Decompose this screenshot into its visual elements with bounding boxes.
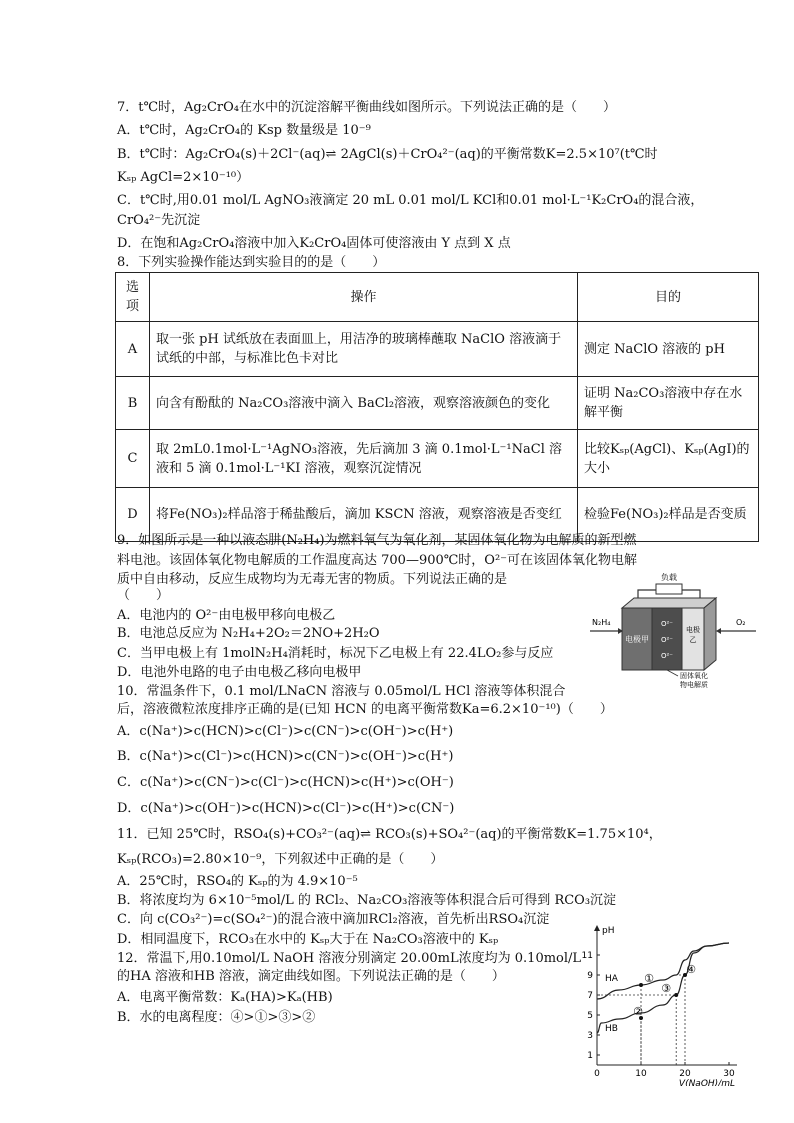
- q10-option-a: A．c(Na⁺)>c(HCN)>c(Cl⁻)>c(CN⁻)>c(OH⁻)>c(H⁺): [117, 724, 454, 739]
- x-tick-label: 30: [723, 1069, 735, 1079]
- x-tick-label: 20: [679, 1069, 691, 1079]
- q7-option-b-line1: B．t℃时：Ag₂CrO₄(s)＋2Cl⁻(aq)⇌ 2AgCl(s)＋CrO₄²⁻(aq)的平衡常数K=2.5×10⁷(t℃时: [117, 147, 658, 162]
- data-point: [674, 993, 678, 997]
- q9-stem-line1: 9．如图所示是一种以液态肼(N₂H₄)为燃料氧气为氧化剂，某固体氧化物为电解质的新型燃: [117, 533, 637, 548]
- q11-option-c: C．向 c(CO₃²⁻)=c(SO₄²⁻)的混合液中滴加RCl₂溶液，首先析出RSO₄沉淀: [117, 912, 550, 927]
- header-operation: 操作: [150, 273, 578, 322]
- y-tick-label: 11: [581, 951, 593, 961]
- header-option: 选项: [116, 273, 150, 322]
- q11-stem-line1: 11．已知 25℃时，RSO₄(s)+CO₃²⁻(aq)⇌ RCO₃(s)+SO₄²⁻(aq)的平衡常数K=1.75×10⁴，: [117, 827, 662, 842]
- q11-stem-line2: Kₛₚ(RCO₃)=2.80×10⁻⁹，下列叙述中正确的是（ ）: [117, 852, 444, 867]
- o2-inlet-label: O₂: [736, 618, 746, 627]
- data-point-label: ②: [633, 1005, 643, 1018]
- q12-stem-line2: 的HA 溶液和HB 溶液，滴定曲线如图。下列说法正确的是（ ）: [117, 969, 505, 984]
- row-goal: 测定 NaClO 溶液的 pH: [578, 322, 759, 377]
- q8-table: [115, 272, 759, 542]
- q11-option-d: D．相同温度下，RCO₃在水中的 Kₛₚ大于在 Na₂CO₃溶液中的 Kₛₚ: [117, 932, 499, 947]
- q9-option-b: B．电池总反应为 N₂H₄+2O₂＝2NO+2H₂O: [117, 626, 380, 641]
- q7-option-d: D．在饱和Ag₂CrO₄溶液中加入K₂CrO₄固体可使溶液由 Y 点到 X 点: [117, 236, 511, 251]
- data-point-label: ①: [644, 972, 654, 985]
- row-goal: 比较Kₛₚ(AgCl)、Kₛₚ(AgI)的大小: [578, 430, 759, 488]
- q12-option-b: B．水的电离程度：④>①>③>②: [117, 1010, 316, 1025]
- q7-option-c-line1: C．t℃时,用0.01 mol/L AgNO₃液滴定 20 mL 0.01 mol/L KCl和0.01 mol·L⁻¹K₂CrO₄的混合液，: [117, 193, 704, 208]
- q10-option-c: C．c(Na⁺)>c(CN⁻)>c(Cl⁻)>c(HCN)>c(H⁺)>c(OH⁻): [117, 775, 454, 790]
- y-tick-label: 9: [587, 971, 593, 981]
- q10-stem-line1: 10．常温条件下，0.1 mol/LNaCN 溶液与 0.05mol/L HCl 溶液等体积混合: [117, 684, 566, 699]
- q9-option-a: A．电池内的 O²⁻由电极甲移向电极乙: [117, 608, 336, 623]
- q9-stem-line4: （ ）: [117, 588, 170, 603]
- y-tick-label: 1: [587, 1051, 593, 1061]
- chart-ticks: [582, 951, 735, 1079]
- n2h4-inlet-label: N₂H₄: [592, 618, 611, 627]
- row-operation: 向含有酚酞的 Na₂CO₃溶液中滴入 BaCl₂溶液，观察溶液颜色的变化: [150, 377, 578, 430]
- fuel-cell-diagram: [588, 568, 760, 690]
- q10-option-b: B．c(Na⁺)>c(Cl⁻)>c(HCN)>c(CN⁻)>c(OH⁻)>c(H⁺): [117, 749, 454, 764]
- row-goal: 证明 Na₂CO₃溶液中存在水解平衡: [578, 377, 759, 430]
- header-goal: 目的: [578, 273, 759, 322]
- y-axis-label: pH: [602, 926, 615, 936]
- q12-stem-line1: 12．常温下,用0.10mol/L NaOH 溶液分别滴定 20.00mL浓度均为 0.10mol/L: [117, 951, 582, 966]
- q9-option-d: D．电池外电路的电子由电极乙移向电极甲: [117, 665, 362, 680]
- electrode-a-label: 电极甲: [625, 635, 649, 644]
- table-header-row: [116, 273, 759, 322]
- y-tick-label: 3: [587, 1031, 593, 1041]
- y-tick-label: 5: [587, 1011, 593, 1021]
- q8-stem: 8．下列实验操作能达到实验目的的是（ ）: [117, 255, 386, 270]
- series-label-hb: HB: [605, 1024, 618, 1034]
- ion-label: O²⁻: [660, 620, 674, 628]
- q9-stem-line2: 料电池。该固体氧化物电解质的工作温度高达 700—900℃时，O²⁻可在该固体氧化物电解: [117, 553, 638, 568]
- row-option: D: [116, 488, 150, 542]
- q7-option-b-line2: Kₛₚ AgCl=2×10⁻¹⁰）: [117, 170, 250, 185]
- ion-label: O²⁻: [660, 636, 674, 644]
- row-option: B: [116, 377, 150, 430]
- row-goal: 检验Fe(NO₃)₂样品是否变质: [578, 488, 759, 542]
- row-option: A: [116, 322, 150, 377]
- q7-option-c-line2: CrO₄²⁻先沉淀: [117, 213, 201, 228]
- table-row: [116, 430, 759, 488]
- chart-points: [633, 963, 696, 1020]
- data-point-label: ④: [686, 963, 696, 976]
- ion-label: O²⁻: [660, 652, 674, 660]
- titration-chart: [580, 918, 756, 1086]
- series-label-ha: HA: [605, 974, 618, 984]
- x-tick-label: 10: [635, 1069, 647, 1079]
- x-axis-label: V(NaOH)/mL: [678, 1079, 735, 1086]
- q11-option-b: B．将浓度均为 6×10⁻⁵mol/L 的 RCl₂、Na₂CO₃溶液等体积混合后可得到 RCO₃沉淀: [117, 893, 617, 908]
- data-point-label: ③: [661, 982, 672, 995]
- q11-option-a: A．25℃时，RSO₄的 Kₛₚ的为 4.9×10⁻⁵: [117, 874, 358, 889]
- data-point: [639, 983, 643, 987]
- row-operation: 将Fe(NO₃)₂样品溶于稀盐酸后，滴加 KSCN 溶液，观察溶液是否变红: [150, 488, 578, 542]
- electrolyte-caption-2: 物电解质: [680, 681, 708, 689]
- y-axis-arrow: [594, 925, 600, 931]
- row-option: C: [116, 430, 150, 488]
- x-tick-label: 0: [594, 1069, 600, 1079]
- table-row: [116, 322, 759, 377]
- table-row: [116, 377, 759, 430]
- q9-stem-line3: 质中自由移动，反应生成物均为无毒无害的物质。下列说法正确的是: [117, 572, 508, 587]
- electrolyte-caption-1: 固体氧化: [680, 672, 708, 680]
- q9-option-c: C．当甲电极上有 1molN₂H₄消耗时，标况下乙电极上有 22.4LO₂参与反应: [117, 646, 554, 661]
- electrode-b-label: 电极乙: [686, 626, 700, 644]
- q10-option-d: D．c(Na⁺)>c(OH⁻)>c(HCN)>c(Cl⁻)>c(H⁺)>c(CN⁻): [117, 801, 455, 816]
- load-label: 负载: [661, 573, 677, 582]
- q12-option-a: A．电离平衡常数：Kₐ(HA)>Kₐ(HB): [117, 990, 333, 1005]
- q10-stem-line2: 后，溶液微粒浓度排序正确的是(已知 HCN 的电离平衡常数Ka=6.2×10⁻¹⁰)（ ）: [117, 702, 613, 717]
- q7-option-a: A．t℃时，Ag₂CrO₄的 Ksp 数量级是 10⁻⁹: [117, 123, 371, 138]
- q7-stem: 7．t℃时，Ag₂CrO₄在水中的沉淀溶解平衡曲线如图所示。下列说法正确的是（ ）: [117, 100, 616, 115]
- row-operation: 取一张 pH 试纸放在表面皿上，用洁净的玻璃棒蘸取 NaClO 溶液滴于试纸的中部，与标准比色卡对比: [150, 322, 578, 377]
- y-tick-label: 7: [587, 991, 593, 1001]
- row-operation: 取 2mL0.1mol·L⁻¹AgNO₃溶液，先后滴加 3 滴 0.1mol·L⁻¹NaCl 溶液和 5 滴 0.1mol·L⁻¹KI 溶液，观察沉淀情况: [150, 430, 578, 488]
